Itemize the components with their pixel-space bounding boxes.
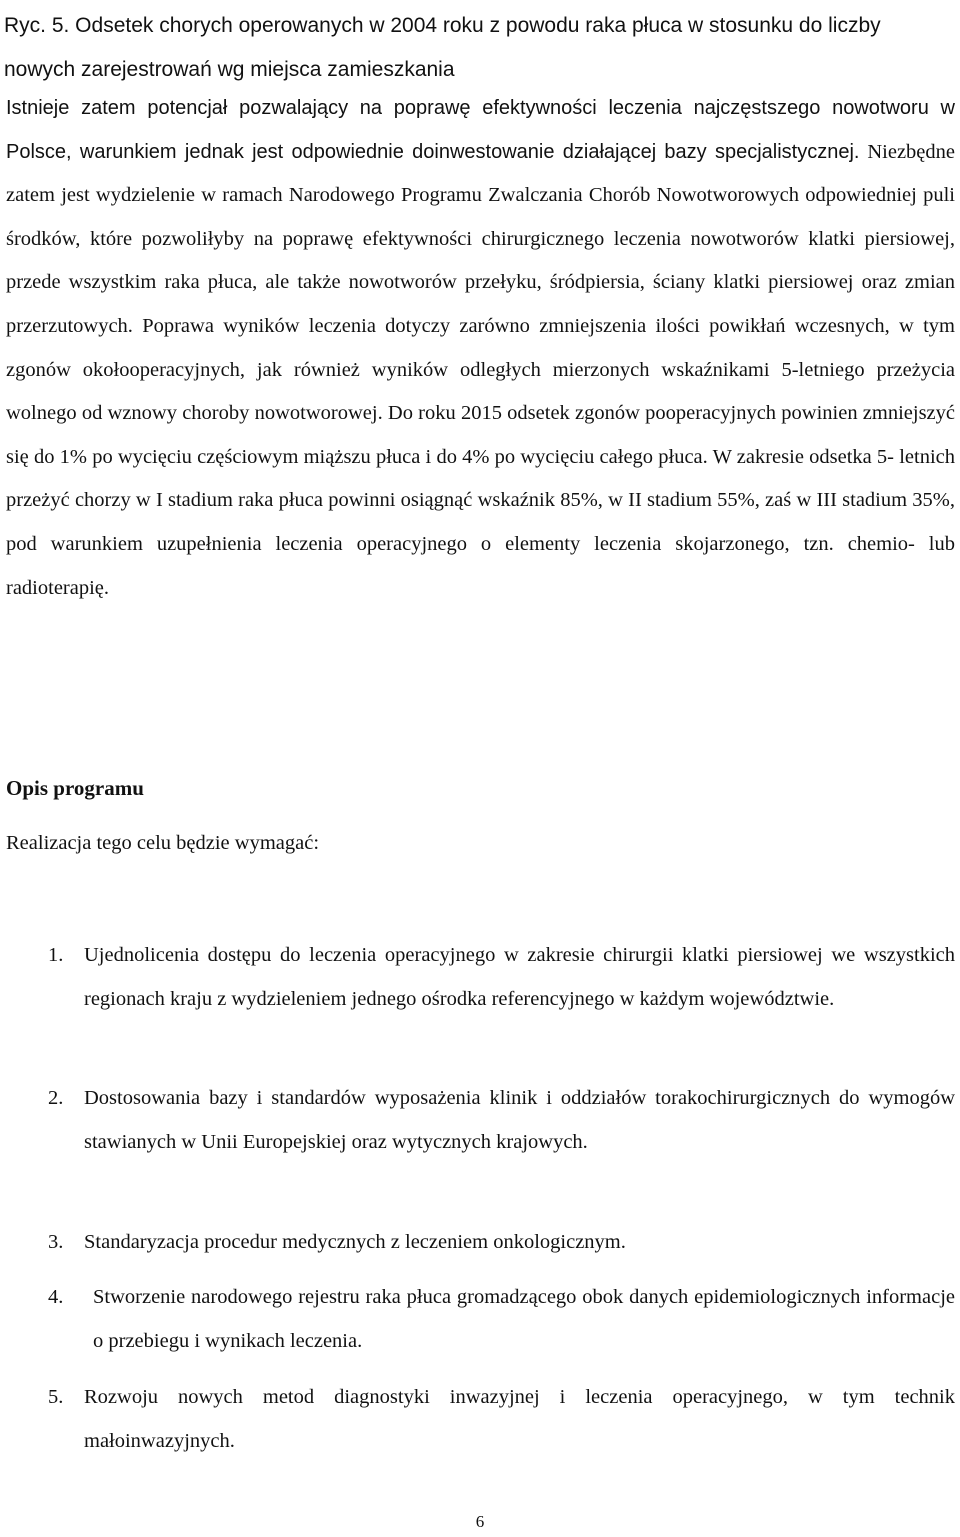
section-intro: Realizacja tego celu będzie wymagać: — [6, 832, 320, 854]
list-item — [48, 1376, 955, 1463]
list-item — [48, 934, 955, 1021]
list-item-number: 2. — [48, 1087, 64, 1109]
list-item-number: 4. — [48, 1286, 64, 1308]
paragraph-part-2: Niezbędne zatem jest wydzielenie w ramach Narodowego Programu Zwalczania Chorób Nowotworowych odpowiedniej puli środków, które pozwoliłyby na poprawę efektywności chirurgicznego leczenia nowotworów klatki piersiowej, przede wszystkim raka płuca, ale także nowotworów przełyku, śródpiersia, ściany klatki piersiowej oraz zmian przerzutowych. — [6, 140, 955, 337]
figure-caption: Ryc. 5. Odsetek chorych operowanych w 2004 roku z powodu raka płuca w stosunku do liczby nowych zarejestrowań wg miejsca zamieszkania — [4, 14, 881, 81]
list-item-number: 3. — [48, 1231, 64, 1253]
list-item-text: Standaryzacja procedur medycznych z leczeniem onkologicznym. — [84, 1231, 626, 1253]
list-item-text: Stworzenie narodowego rejestru raka płuca gromadzącego obok danych epidemiologicznych informacje o przebiegu i wynikach leczenia. — [93, 1286, 955, 1352]
list-item — [48, 1077, 955, 1164]
list-item-number: 5. — [48, 1386, 64, 1408]
paragraph-part-3: Poprawa wyników leczenia dotyczy zarówno zmniejszenia ilości powikłań wczesnych, w tym zgonów okołooperacyjnych, jak również wyników odległych mierzonych wskaźnikami 5-letniego przeżycia wolnego od wznowy choroby nowotworowej. Do roku 2015 odsetek zgonów pooperacyjnych powinien zmniejszyć się do 1% po wycięciu częściowym miąższu płuca i do 4% po wycięciu całego płuca. W zakresie odsetka 5- letnich przeżyć chorzy w I stadium raka płuca powinni osiągnąć wskaźnik 85%, w II stadium 55%, zaś w III stadium 35%, pod warunkiem uzupełnienia leczenia operacyjnego o elementy leczenia skojarzonego, tzn. chemio- lub radioterapię. — [6, 314, 955, 599]
list-item-number: 1. — [48, 944, 64, 966]
paragraph-part-1: Istnieje zatem potencjał pozwalający na poprawę efektywności leczenia najczęstszego nowotworu w Polsce, warunkiem jednak jest odpowiednie doinwestowanie działającej bazy specjalistycznej. — [6, 97, 955, 163]
list-item-text: Rozwoju nowych metod diagnostyki inwazyjnej i leczenia operacyjnego, w tym technik małoinwazyjnych. — [84, 1386, 955, 1452]
section-heading: Opis programu — [6, 776, 144, 800]
list-item — [48, 1276, 955, 1363]
page-number: 6 — [475, 1512, 485, 1531]
list-item-text: Dostosowania bazy i standardów wyposażenia klinik i oddziałów torakochirurgicznych do wymogów stawianych w Unii Europejskiej oraz wytycznych krajowych. — [84, 1087, 955, 1153]
list-item — [48, 1221, 955, 1265]
list-item-text: Ujednolicenia dostępu do leczenia operacyjnego w zakresie chirurgii klatki piersiowej we wszystkich regionach kraju z wydzieleniem jednego ośrodka referencyjnego w każdym województwie. — [84, 944, 955, 1010]
body-paragraph — [6, 87, 955, 610]
